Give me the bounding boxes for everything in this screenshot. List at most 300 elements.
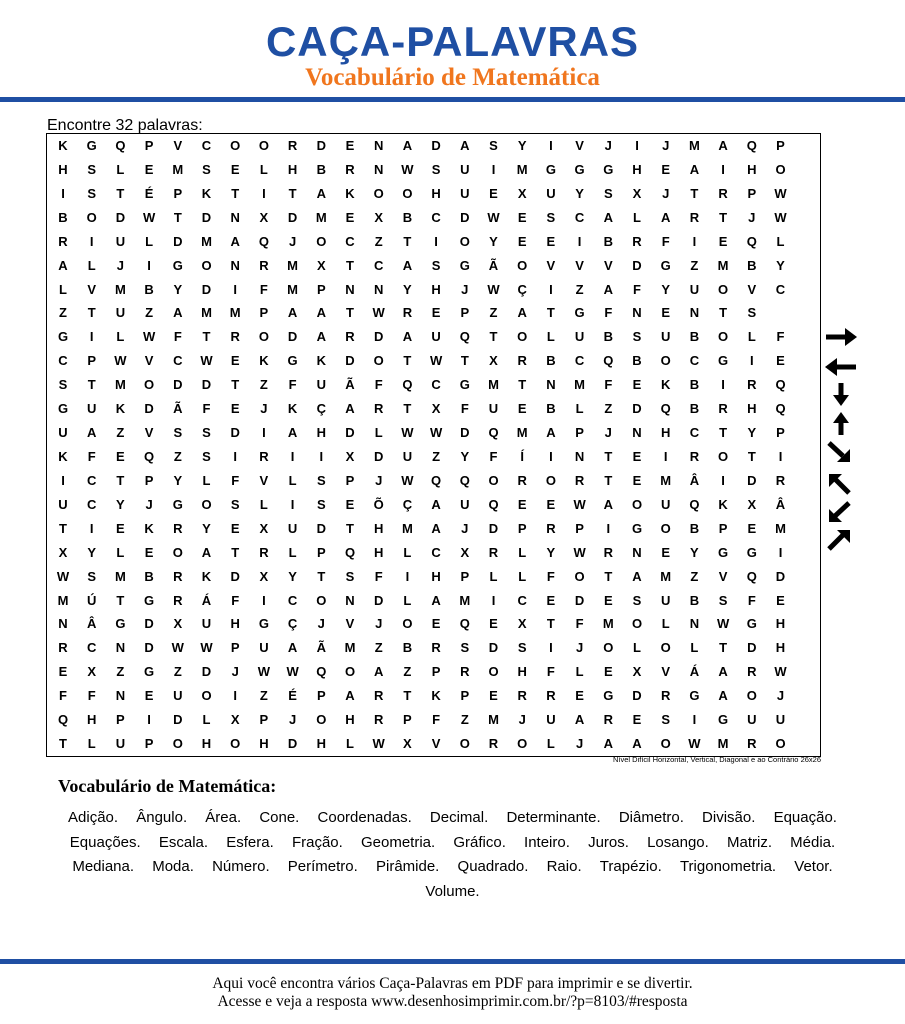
grid-cell[interactable]: D (460, 425, 470, 441)
grid-cell[interactable]: B (632, 353, 642, 369)
grid-cell[interactable]: Z (575, 281, 584, 297)
grid-cell[interactable]: F (575, 616, 584, 632)
grid-cell[interactable]: Q (57, 712, 69, 728)
grid-cell[interactable]: U (689, 281, 700, 297)
grid-cell[interactable]: I (290, 496, 295, 512)
grid-cell[interactable]: D (115, 209, 126, 225)
grid-cell[interactable]: S (747, 305, 757, 321)
grid-cell[interactable]: V (661, 664, 671, 680)
grid-cell[interactable]: D (345, 353, 355, 369)
grid-cell[interactable]: Z (259, 377, 268, 393)
grid-cell[interactable]: N (632, 544, 642, 560)
grid-cell[interactable]: U (115, 736, 126, 752)
grid-cell[interactable]: C (373, 257, 384, 273)
grid-cell[interactable]: Q (316, 664, 327, 680)
grid-cell[interactable]: C (431, 544, 441, 560)
grid-cell[interactable]: W (487, 209, 500, 225)
grid-cell[interactable]: E (144, 544, 154, 560)
grid-cell[interactable]: D (632, 257, 642, 273)
grid-cell[interactable]: B (603, 329, 613, 345)
grid-cell[interactable]: N (689, 616, 700, 632)
grid-cell[interactable]: B (402, 209, 413, 225)
grid-cell[interactable]: J (375, 472, 383, 488)
grid-cell[interactable]: D (460, 209, 470, 225)
grid-cell[interactable]: T (518, 377, 527, 393)
grid-cell[interactable]: J (662, 138, 670, 153)
grid-cell[interactable]: N (58, 616, 68, 632)
grid-cell[interactable]: P (575, 520, 584, 536)
grid-cell[interactable]: G (172, 496, 183, 512)
grid-cell[interactable]: A (603, 209, 613, 225)
grid-cell[interactable]: N (632, 425, 642, 441)
grid-cell[interactable]: B (689, 329, 700, 345)
grid-cell[interactable]: N (230, 257, 240, 273)
grid-cell[interactable]: S (316, 496, 326, 512)
grid-cell[interactable]: I (61, 472, 65, 488)
grid-cell[interactable]: S (489, 138, 498, 153)
grid-cell[interactable]: U (431, 329, 441, 345)
grid-cell[interactable]: T (87, 377, 96, 393)
grid-cell[interactable]: G (57, 329, 69, 345)
grid-cell[interactable]: X (403, 736, 412, 752)
grid-cell[interactable]: Z (374, 233, 383, 249)
grid-cell[interactable]: M (775, 520, 786, 536)
grid-cell[interactable]: K (259, 353, 269, 369)
grid-cell[interactable]: O (172, 736, 183, 752)
grid-cell[interactable]: M (315, 209, 327, 225)
grid-cell[interactable]: O (488, 472, 499, 488)
grid-cell[interactable]: L (575, 664, 584, 680)
grid-cell[interactable]: A (86, 425, 97, 441)
grid-cell[interactable]: L (776, 233, 785, 249)
grid-cell[interactable]: P (316, 544, 326, 560)
grid-cell[interactable]: A (316, 185, 326, 201)
grid-cell[interactable]: O (775, 161, 786, 177)
grid-cell[interactable]: J (748, 209, 756, 225)
grid-cell[interactable]: V (718, 568, 728, 584)
grid-cell[interactable]: M (459, 592, 471, 608)
grid-cell[interactable]: L (546, 329, 555, 345)
grid-cell[interactable]: W (774, 209, 787, 225)
grid-cell[interactable]: O (316, 233, 327, 249)
grid-cell[interactable]: X (431, 401, 441, 417)
grid-cell[interactable]: Y (173, 472, 183, 488)
grid-cell[interactable]: W (56, 568, 70, 584)
grid-cell[interactable]: D (230, 568, 240, 584)
grid-cell[interactable]: D (173, 377, 183, 393)
grid-cell[interactable]: O (517, 257, 528, 273)
grid-cell[interactable]: U (460, 185, 470, 201)
grid-cell[interactable]: F (374, 377, 383, 393)
grid-cell[interactable]: R (488, 736, 499, 752)
grid-cell[interactable]: O (316, 592, 327, 608)
grid-cell[interactable]: E (517, 401, 527, 417)
grid-cell[interactable]: O (86, 209, 97, 225)
grid-cell[interactable]: R (173, 568, 183, 584)
grid-cell[interactable]: T (719, 209, 728, 225)
grid-cell[interactable]: W (171, 640, 184, 656)
grid-cell[interactable]: O (631, 616, 643, 632)
grid-cell[interactable]: L (259, 161, 268, 177)
grid-cell[interactable]: O (718, 329, 729, 345)
grid-cell[interactable]: X (316, 257, 326, 273)
grid-cell[interactable]: Y (546, 544, 556, 560)
grid-cell[interactable]: T (719, 640, 728, 656)
grid-cell[interactable]: H (431, 185, 441, 201)
grid-cell[interactable]: D (373, 449, 384, 464)
grid-cell[interactable]: T (346, 520, 354, 536)
grid-cell[interactable]: U (460, 496, 470, 512)
grid-cell[interactable]: A (574, 712, 585, 728)
grid-cell[interactable]: C (431, 209, 441, 225)
grid-cell[interactable]: D (431, 138, 441, 153)
grid-cell[interactable]: D (373, 592, 384, 608)
grid-cell[interactable]: Q (258, 233, 269, 249)
grid-cell[interactable]: I (233, 688, 237, 704)
grid-cell[interactable]: R (660, 688, 671, 704)
grid-cell[interactable]: J (604, 138, 612, 153)
grid-cell[interactable]: Z (460, 712, 469, 728)
grid-cell[interactable]: R (402, 305, 413, 321)
grid-cell[interactable]: A (230, 233, 240, 249)
grid-cell[interactable]: T (403, 353, 412, 369)
grid-cell[interactable]: J (575, 736, 584, 752)
grid-cell[interactable]: L (116, 544, 125, 560)
grid-cell[interactable]: V (603, 257, 613, 273)
grid-cell[interactable]: T (690, 185, 699, 201)
grid-cell[interactable]: L (518, 544, 527, 560)
grid-cell[interactable]: O (517, 736, 528, 752)
grid-cell[interactable]: H (632, 161, 642, 177)
grid-cell[interactable]: T (87, 305, 96, 321)
grid-cell[interactable]: Z (59, 305, 67, 321)
grid-cell[interactable]: M (172, 161, 184, 177)
grid-cell[interactable]: F (259, 281, 268, 297)
grid-cell[interactable]: Z (116, 425, 125, 441)
grid-cell[interactable]: X (517, 616, 527, 632)
grid-cell[interactable]: E (230, 401, 240, 417)
grid-cell[interactable]: C (345, 233, 355, 249)
grid-cell[interactable]: J (231, 664, 239, 680)
grid-cell[interactable]: F (460, 401, 469, 417)
grid-cell[interactable]: R (775, 472, 786, 488)
grid-cell[interactable]: W (257, 664, 271, 680)
grid-cell[interactable]: T (604, 568, 613, 584)
grid-cell[interactable]: K (115, 401, 126, 417)
grid-cell[interactable]: E (632, 712, 642, 728)
grid-cell[interactable]: C (574, 353, 585, 369)
grid-cell[interactable]: L (288, 544, 297, 560)
grid-cell[interactable]: C (86, 472, 97, 488)
grid-cell[interactable]: W (573, 496, 586, 512)
grid-cell[interactable]: A (345, 401, 355, 417)
grid-cell[interactable]: W (286, 664, 299, 680)
grid-cell[interactable]: L (288, 472, 297, 488)
grid-cell[interactable]: L (633, 209, 641, 225)
grid-cell[interactable]: Z (374, 640, 383, 656)
grid-cell[interactable]: B (747, 257, 757, 273)
grid-cell[interactable]: N (373, 138, 384, 153)
grid-cell[interactable]: I (549, 640, 553, 656)
grid-cell[interactable]: W (401, 425, 414, 441)
grid-cell[interactable]: T (317, 568, 326, 584)
grid-cell[interactable]: O (201, 688, 212, 704)
grid-cell[interactable]: V (144, 353, 154, 369)
grid-cell[interactable]: B (689, 401, 700, 417)
grid-cell[interactable]: L (59, 281, 67, 297)
grid-cell[interactable]: T (546, 616, 555, 632)
grid-cell[interactable]: I (778, 544, 783, 560)
grid-cell[interactable]: I (233, 449, 237, 464)
grid-cell[interactable]: D (373, 329, 384, 345)
grid-cell[interactable]: K (58, 138, 68, 153)
grid-cell[interactable]: A (431, 592, 441, 608)
grid-cell[interactable]: Y (173, 281, 183, 297)
grid-cell[interactable]: M (401, 520, 413, 536)
grid-cell[interactable]: Q (746, 138, 757, 153)
grid-cell[interactable]: V (144, 425, 154, 441)
grid-cell[interactable]: O (201, 257, 212, 273)
grid-cell[interactable]: Z (259, 688, 268, 704)
grid-cell[interactable]: U (173, 688, 183, 704)
grid-cell[interactable]: J (288, 233, 297, 249)
grid-cell[interactable]: V (431, 736, 441, 752)
grid-cell[interactable]: X (632, 185, 642, 201)
grid-cell[interactable]: Q (459, 329, 470, 345)
grid-cell[interactable]: R (287, 138, 298, 153)
grid-cell[interactable]: R (517, 472, 527, 488)
grid-cell[interactable]: I (721, 472, 725, 488)
grid-cell[interactable]: E (632, 377, 642, 393)
grid-cell[interactable]: E (489, 616, 498, 632)
grid-cell[interactable]: D (287, 209, 298, 225)
grid-cell[interactable]: J (116, 257, 124, 273)
grid-cell[interactable]: W (487, 281, 500, 297)
grid-cell[interactable]: B (546, 401, 556, 417)
grid-cell[interactable]: O (660, 520, 671, 536)
grid-cell[interactable]: T (231, 377, 240, 393)
grid-cell[interactable]: S (230, 496, 240, 512)
grid-cell[interactable]: L (403, 592, 412, 608)
grid-cell[interactable]: R (718, 401, 728, 417)
grid-cell[interactable]: Q (746, 233, 757, 249)
grid-cell[interactable]: Y (202, 520, 211, 536)
grid-cell[interactable]: V (173, 138, 183, 153)
grid-cell[interactable]: P (718, 520, 728, 536)
grid-cell[interactable]: V (747, 281, 757, 297)
grid-cell[interactable]: D (201, 377, 212, 393)
grid-cell[interactable]: W (688, 736, 701, 752)
grid-cell[interactable]: A (603, 496, 613, 512)
grid-cell[interactable]: P (316, 281, 326, 297)
grid-cell[interactable]: E (661, 161, 671, 177)
grid-cell[interactable]: V (345, 616, 355, 632)
grid-cell[interactable]: G (718, 544, 729, 560)
grid-cell[interactable]: R (689, 209, 700, 225)
grid-cell[interactable]: O (230, 138, 241, 153)
grid-cell[interactable]: O (373, 185, 384, 201)
grid-cell[interactable]: A (287, 305, 298, 321)
grid-cell[interactable]: E (58, 664, 68, 680)
grid-cell[interactable]: N (574, 449, 585, 464)
grid-cell[interactable]: C (431, 377, 441, 393)
grid-cell[interactable]: L (145, 233, 154, 249)
grid-cell[interactable]: B (144, 281, 154, 297)
grid-cell[interactable]: Z (690, 257, 699, 273)
grid-cell[interactable]: R (345, 161, 355, 177)
grid-cell[interactable]: R (431, 640, 441, 656)
grid-cell[interactable]: N (345, 592, 355, 608)
grid-cell[interactable]: T (489, 329, 498, 345)
grid-cell[interactable]: I (721, 161, 725, 177)
grid-cell[interactable]: A (632, 736, 642, 752)
grid-cell[interactable]: G (258, 616, 269, 632)
grid-cell[interactable]: V (575, 257, 584, 273)
grid-cell[interactable]: Â (689, 472, 700, 488)
grid-cell[interactable]: T (604, 449, 613, 464)
grid-cell[interactable]: L (690, 640, 699, 656)
grid-cell[interactable]: I (262, 185, 266, 201)
grid-cell[interactable]: I (549, 138, 553, 153)
grid-cell[interactable]: D (747, 472, 757, 488)
grid-cell[interactable]: M (344, 640, 356, 656)
grid-cell[interactable]: C (86, 640, 97, 656)
grid-cell[interactable]: Q (746, 568, 757, 584)
grid-cell[interactable]: S (661, 712, 671, 728)
grid-cell[interactable]: A (287, 640, 298, 656)
grid-cell[interactable]: L (202, 472, 211, 488)
grid-cell[interactable]: O (258, 329, 269, 345)
grid-cell[interactable]: Â (86, 616, 97, 632)
grid-cell[interactable]: S (345, 568, 355, 584)
grid-cell[interactable]: U (747, 712, 757, 728)
grid-cell[interactable]: D (144, 616, 154, 632)
grid-cell[interactable]: P (776, 138, 785, 153)
grid-cell[interactable]: L (116, 329, 125, 345)
grid-cell[interactable]: B (546, 353, 556, 369)
grid-cell[interactable]: E (776, 353, 785, 369)
grid-cell[interactable]: H (431, 281, 441, 297)
grid-cell[interactable]: N (115, 688, 126, 704)
grid-cell[interactable]: O (660, 640, 671, 656)
grid-cell[interactable]: X (489, 353, 498, 369)
grid-cell[interactable]: E (116, 449, 125, 464)
grid-cell[interactable]: L (87, 257, 96, 273)
grid-cell[interactable]: E (230, 520, 240, 536)
grid-cell[interactable]: P (116, 712, 125, 728)
grid-cell[interactable]: A (58, 257, 68, 273)
grid-cell[interactable]: G (574, 305, 585, 321)
grid-cell[interactable]: D (201, 281, 212, 297)
grid-cell[interactable]: Q (115, 138, 126, 153)
grid-cell[interactable]: X (173, 616, 183, 632)
grid-cell[interactable]: E (345, 138, 355, 153)
grid-cell[interactable]: T (719, 425, 728, 441)
grid-cell[interactable]: O (172, 544, 183, 560)
grid-cell[interactable]: R (632, 233, 642, 249)
grid-cell[interactable]: T (546, 305, 555, 321)
grid-cell[interactable]: X (747, 496, 757, 512)
grid-cell[interactable]: S (718, 592, 728, 608)
grid-cell[interactable]: X (632, 664, 642, 680)
grid-cell[interactable]: F (202, 401, 211, 417)
grid-cell[interactable]: E (489, 688, 498, 704)
grid-cell[interactable]: I (89, 329, 94, 345)
grid-cell[interactable]: Z (432, 449, 441, 464)
grid-cell[interactable]: E (431, 616, 441, 632)
grid-cell[interactable]: Q (488, 425, 499, 441)
grid-cell[interactable]: T (288, 185, 297, 201)
grid-cell[interactable]: W (114, 353, 127, 369)
grid-cell[interactable]: F (231, 472, 240, 488)
grid-cell[interactable]: Z (604, 401, 613, 417)
grid-cell[interactable]: M (602, 616, 614, 632)
grid-cell[interactable]: I (262, 425, 266, 441)
grid-cell[interactable]: F (87, 688, 96, 704)
grid-cell[interactable]: L (403, 544, 412, 560)
grid-cell[interactable]: D (144, 401, 154, 417)
grid-cell[interactable]: A (431, 520, 441, 536)
grid-cell[interactable]: S (603, 185, 613, 201)
grid-cell[interactable]: F (173, 329, 182, 345)
grid-cell[interactable]: H (373, 544, 384, 560)
grid-cell[interactable]: E (345, 209, 355, 225)
grid-cell[interactable]: O (775, 736, 786, 752)
grid-cell[interactable]: D (775, 568, 786, 584)
grid-cell[interactable]: Y (489, 233, 498, 249)
grid-cell[interactable]: S (202, 425, 211, 441)
grid-cell[interactable]: F (432, 712, 441, 728)
grid-cell[interactable]: P (431, 664, 441, 680)
grid-cell[interactable]: H (517, 664, 527, 680)
grid-cell[interactable]: U (58, 425, 68, 441)
grid-cell[interactable]: E (575, 688, 584, 704)
grid-cell[interactable]: J (662, 185, 670, 201)
grid-cell[interactable]: B (603, 233, 613, 249)
grid-cell[interactable]: I (434, 233, 438, 249)
grid-cell[interactable]: L (374, 425, 383, 441)
grid-cell[interactable]: T (403, 233, 412, 249)
grid-cell[interactable]: P (575, 425, 584, 441)
grid-cell[interactable]: W (372, 305, 385, 321)
grid-cell[interactable]: A (718, 138, 728, 153)
grid-cell[interactable]: S (202, 449, 211, 464)
grid-cell[interactable]: J (288, 712, 297, 728)
grid-cell[interactable]: A (546, 425, 556, 441)
grid-cell[interactable]: W (200, 353, 213, 369)
grid-cell[interactable]: G (718, 353, 729, 369)
grid-cell[interactable]: W (716, 616, 730, 632)
grid-cell[interactable]: R (58, 640, 68, 656)
grid-cell[interactable]: R (574, 472, 585, 488)
grid-cell[interactable]: M (287, 281, 299, 297)
grid-cell[interactable]: M (114, 377, 126, 393)
grid-cell[interactable]: Q (459, 472, 470, 488)
grid-cell[interactable]: G (660, 257, 671, 273)
grid-cell[interactable]: O (344, 664, 356, 680)
grid-cell[interactable]: E (632, 449, 642, 464)
grid-cell[interactable]: H (86, 712, 97, 728)
grid-cell[interactable]: C (201, 138, 212, 153)
grid-cell[interactable]: H (201, 736, 212, 752)
grid-cell[interactable]: K (201, 568, 212, 584)
grid-cell[interactable]: I (692, 233, 697, 249)
grid-cell[interactable]: S (87, 568, 97, 584)
grid-cell[interactable]: W (200, 640, 213, 656)
grid-cell[interactable]: H (316, 425, 326, 441)
grid-cell[interactable]: E (546, 496, 556, 512)
grid-cell[interactable]: Ç (316, 401, 326, 417)
